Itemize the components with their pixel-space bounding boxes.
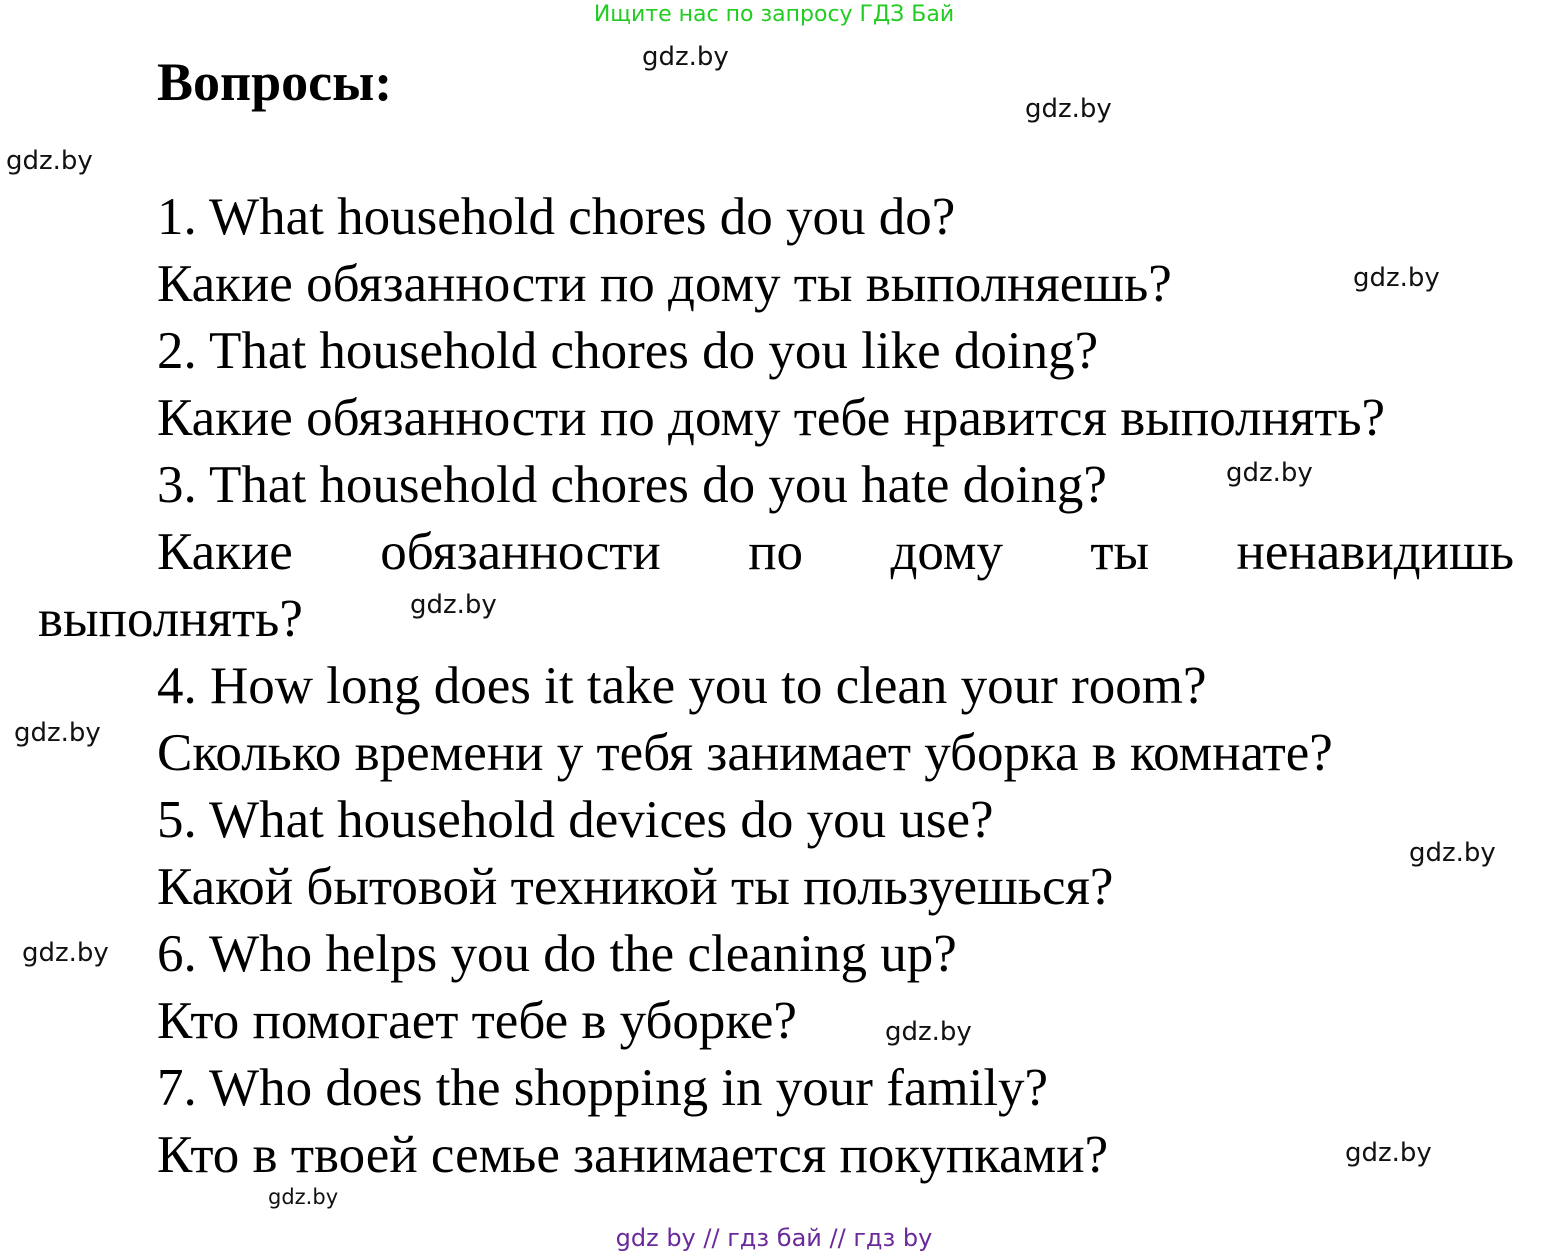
- questions-list: [0, 184, 1548, 1189]
- watermark: gdz.by: [14, 718, 101, 748]
- question-1-en: 1. What household chores do you do?: [157, 188, 956, 246]
- watermark: gdz.by: [1409, 838, 1496, 868]
- watermark: gdz.by: [885, 1017, 972, 1047]
- watermark: gdz.by: [1345, 1138, 1432, 1168]
- watermark: gdz.by: [268, 1185, 339, 1209]
- question-1-ru: Какие обязанности по дому ты выполняешь?: [157, 255, 1172, 313]
- question-7-en: 7. Who does the shopping in your family?: [157, 1059, 1049, 1117]
- search-hint-banner: Ищите нас по запросу ГДЗ Бай: [593, 2, 955, 27]
- watermark: gdz.by: [642, 42, 729, 72]
- question-4-en: 4. How long does it take you to clean your room?: [157, 657, 1207, 715]
- question-5-en: 5. What household devices do you use?: [157, 791, 994, 849]
- question-3-ru-word: дому: [890, 523, 1003, 581]
- question-5-ru: Какой бытовой техникой ты пользуешься?: [157, 858, 1114, 916]
- question-3-ru-continuation: выполнять?: [38, 590, 303, 648]
- question-6-ru: Кто помогает тебе в уборке?: [157, 992, 797, 1050]
- footer-watermark: gdz by // гдз бай // гдз by: [615, 1224, 933, 1252]
- question-2-ru: Какие обязанности по дому тебе нравится выполнять?: [157, 389, 1386, 447]
- question-3-ru-word: по: [748, 523, 804, 581]
- watermark: gdz.by: [6, 146, 93, 176]
- question-3-ru: [0, 519, 1548, 586]
- question-3-ru-word: ты: [1090, 523, 1150, 581]
- question-3-ru-word: Какие: [157, 523, 293, 581]
- question-2-en: 2. That household chores do you like doing?: [157, 322, 1099, 380]
- watermark: gdz.by: [1353, 263, 1440, 293]
- question-3-ru-word: обязанности: [380, 523, 661, 581]
- page-title: Вопросы:: [157, 52, 393, 112]
- question-6-en: 6. Who helps you do the cleaning up?: [157, 925, 957, 983]
- question-7-ru: Кто в твоей семье занимается покупками?: [157, 1126, 1109, 1184]
- question-3-ru-word: ненавидишь: [1236, 523, 1514, 581]
- watermark: gdz.by: [1226, 458, 1313, 488]
- question-4-ru: Сколько времени у тебя занимает уборка в комнате?: [157, 724, 1333, 782]
- question-3-en: 3. That household chores do you hate doing?: [157, 456, 1107, 514]
- watermark: gdz.by: [1025, 94, 1112, 124]
- watermark: gdz.by: [410, 590, 497, 620]
- watermark: gdz.by: [22, 938, 109, 968]
